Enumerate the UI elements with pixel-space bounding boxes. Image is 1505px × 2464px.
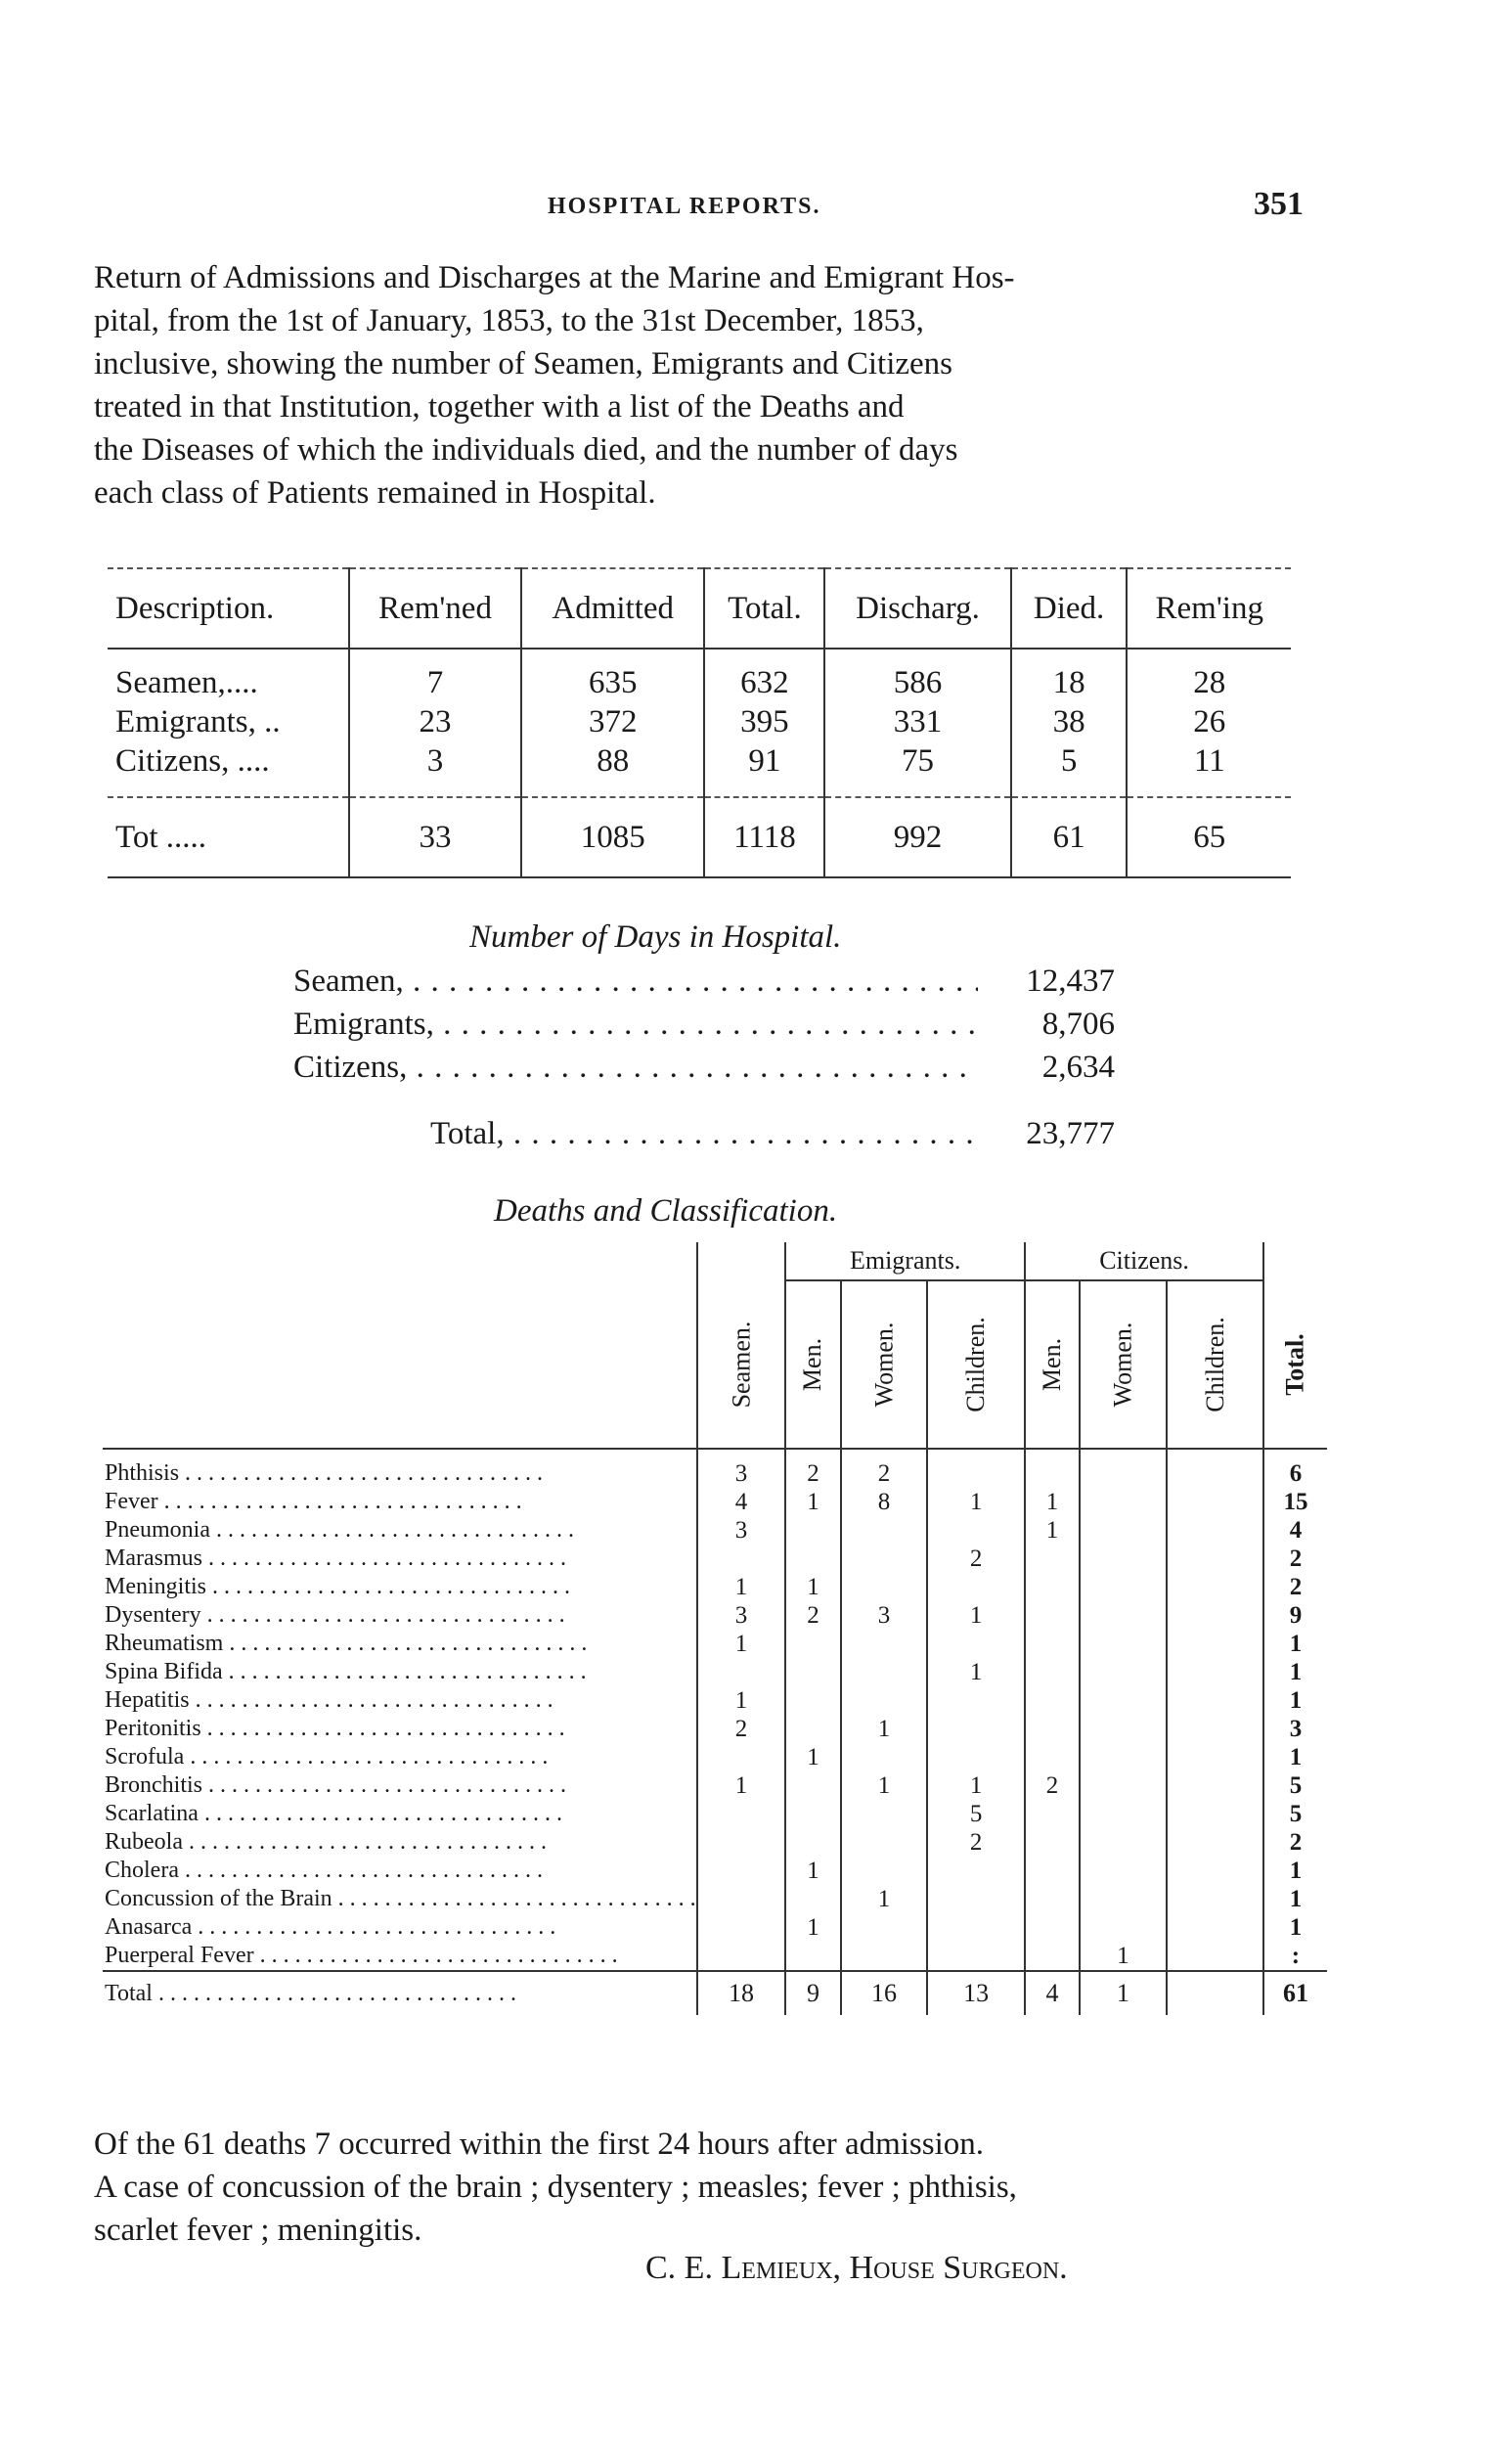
summary-cell: 632	[704, 649, 824, 702]
death-count-cell	[841, 1573, 928, 1601]
deaths-row	[103, 1857, 1327, 1885]
death-count-cell	[1080, 1545, 1167, 1573]
death-count-cell	[697, 1828, 786, 1857]
note-line: Of the 61 deaths 7 occurred within the first 24 hours after admission.	[94, 2127, 985, 2162]
days-total-row	[293, 1116, 1115, 1159]
death-count-cell	[841, 1800, 928, 1828]
deaths-corner	[103, 1242, 697, 1280]
intro-line: inclusive, showing the number of Seamen, Emigrants and Citizens	[94, 346, 952, 381]
column-header	[785, 1280, 840, 1449]
deaths-total-label: Total . . .	[103, 1971, 697, 2015]
summary-cell: 11	[1127, 741, 1291, 797]
death-count-cell	[927, 1913, 1025, 1942]
summary-cell: Emigrants, ..	[115, 703, 281, 739]
deaths-row	[103, 1942, 1327, 1971]
column-header	[1080, 1280, 1167, 1449]
death-count-cell	[1167, 1573, 1264, 1601]
death-count-cell	[697, 1800, 786, 1828]
death-count-cell: 1	[1263, 1857, 1326, 1885]
summary-cell: 88	[521, 741, 704, 797]
death-count-cell	[785, 1545, 840, 1573]
death-count-cell	[697, 1885, 786, 1913]
death-count-cell: 1	[785, 1743, 840, 1771]
death-count-cell	[1167, 1942, 1264, 1971]
death-count-cell	[785, 1942, 840, 1971]
summary-cell: 5	[1011, 741, 1128, 797]
deaths-row	[103, 1885, 1327, 1913]
death-count-cell	[785, 1630, 840, 1658]
days-value: 12,437	[1026, 963, 1115, 999]
death-count-cell	[927, 1857, 1025, 1885]
death-count-cell	[1025, 1743, 1080, 1771]
deaths-row	[103, 1743, 1327, 1771]
death-count-cell	[1025, 1686, 1080, 1715]
death-count-cell	[1167, 1488, 1264, 1516]
deaths-corner	[103, 1280, 697, 1449]
intro-line: Return of Admissions and Discharges at the Marine and Emigrant Hos-	[94, 260, 1015, 295]
column-header-text: Women.	[1108, 1322, 1137, 1408]
group-emigrants: Emigrants.	[785, 1242, 1024, 1280]
death-count-cell	[1080, 1771, 1167, 1800]
cause-of-death: Hepatitis . . .	[103, 1686, 697, 1715]
death-count-cell	[697, 1913, 786, 1942]
death-count-cell	[785, 1771, 840, 1800]
deaths-total-cell: 4	[1025, 1971, 1080, 2015]
death-count-cell	[841, 1658, 928, 1686]
death-count-cell: 3	[697, 1516, 786, 1545]
deaths-row	[103, 1601, 1327, 1630]
summary-cell: 7	[349, 649, 521, 702]
summary-header-cell: Died.	[1011, 568, 1128, 649]
death-count-cell	[697, 1942, 786, 1971]
death-count-cell	[697, 1857, 786, 1885]
death-count-cell: 3	[841, 1601, 928, 1630]
death-count-cell	[1080, 1449, 1167, 1488]
deaths-total-cell: 1	[1080, 1971, 1167, 2015]
deaths-row	[103, 1828, 1327, 1857]
death-count-cell	[1025, 1828, 1080, 1857]
death-count-cell: 1	[1263, 1885, 1326, 1913]
deaths-total-row	[103, 1971, 1327, 2015]
death-count-cell	[1167, 1857, 1264, 1885]
intro-line: treated in that Institution, together with a list of the Deaths and	[94, 389, 905, 425]
column-header-text: Children.	[961, 1317, 991, 1412]
death-count-cell	[1167, 1913, 1264, 1942]
days-label: Citizens, . . .	[293, 1050, 978, 1086]
death-count-cell	[785, 1715, 840, 1743]
death-count-cell: 1	[1263, 1913, 1326, 1942]
death-count-cell: 1	[697, 1771, 786, 1800]
death-count-cell	[841, 1828, 928, 1857]
column-header	[1025, 1280, 1080, 1449]
deaths-row	[103, 1516, 1327, 1545]
death-count-cell	[1080, 1686, 1167, 1715]
deaths-row	[103, 1771, 1327, 1800]
death-count-cell	[927, 1942, 1025, 1971]
running-head: HOSPITAL REPORTS.	[548, 194, 821, 219]
cause-of-death: Puerperal Fever . . .	[103, 1942, 697, 1971]
cause-of-death: Spina Bifida . . .	[103, 1658, 697, 1686]
cause-of-death: Peritonitis . . .	[103, 1715, 697, 1743]
death-count-cell	[927, 1686, 1025, 1715]
death-count-cell: 8	[841, 1488, 928, 1516]
deaths-row	[103, 1913, 1327, 1942]
cause-of-death: Marasmus . . .	[103, 1545, 697, 1573]
summary-cell: 38	[1011, 702, 1128, 741]
death-count-cell: 4	[697, 1488, 786, 1516]
death-count-cell	[1080, 1516, 1167, 1545]
death-count-cell	[927, 1885, 1025, 1913]
death-count-cell	[841, 1630, 928, 1658]
column-header	[1263, 1280, 1326, 1449]
cause-of-death: Bronchitis . . .	[103, 1771, 697, 1800]
summary-header-cell: Description.	[108, 568, 349, 649]
deaths-total-cell: 18	[697, 1971, 786, 2015]
death-count-cell	[1080, 1658, 1167, 1686]
death-count-cell: 1	[697, 1686, 786, 1715]
admissions-summary-table	[108, 567, 1291, 878]
summary-cell: 28	[1127, 649, 1291, 702]
column-header	[841, 1280, 928, 1449]
intro-line: each class of Patients remained in Hospital.	[94, 475, 656, 511]
deaths-row	[103, 1488, 1327, 1516]
death-count-cell	[1025, 1658, 1080, 1686]
days-list	[293, 963, 1115, 1159]
cause-of-death: Dysentery . . .	[103, 1601, 697, 1630]
days-value: 2,634	[1041, 1050, 1115, 1085]
death-count-cell	[1167, 1601, 1264, 1630]
summary-header-cell: Rem'ing	[1127, 568, 1291, 649]
death-count-cell: 3	[697, 1449, 786, 1488]
death-count-cell: 2	[927, 1828, 1025, 1857]
death-count-cell	[1167, 1630, 1264, 1658]
column-header-text: Total.	[1280, 1332, 1309, 1396]
deaths-total-cell: 13	[927, 1971, 1025, 2015]
summary-cell: 61	[1011, 797, 1128, 877]
death-count-cell	[841, 1516, 928, 1545]
death-count-cell: 5	[1263, 1771, 1326, 1800]
death-count-cell	[1080, 1913, 1167, 1942]
summary-cell: 1085	[521, 797, 704, 877]
death-count-cell	[1025, 1857, 1080, 1885]
death-count-cell: 1	[1025, 1516, 1080, 1545]
death-count-cell	[1080, 1573, 1167, 1601]
death-count-cell	[927, 1516, 1025, 1545]
summary-cell: 65	[1127, 797, 1291, 877]
days-row	[293, 963, 1115, 1007]
column-header-text: Seamen.	[727, 1321, 756, 1408]
deaths-row	[103, 1658, 1327, 1686]
cause-of-death: Phthisis . . .	[103, 1449, 697, 1488]
death-count-cell: 1	[927, 1658, 1025, 1686]
days-title: Number of Days in Hospital.	[469, 919, 842, 955]
death-count-cell	[697, 1743, 786, 1771]
cause-of-death: Concussion of the Brain . . .	[103, 1885, 697, 1913]
summary-header-row	[108, 568, 1291, 649]
column-header-text: Men.	[798, 1337, 827, 1392]
deaths-row	[103, 1449, 1327, 1488]
cause-of-death: Anasarca . . .	[103, 1913, 697, 1942]
summary-cell: Seamen,....	[115, 664, 258, 700]
death-count-cell	[841, 1942, 928, 1971]
death-count-cell	[927, 1630, 1025, 1658]
death-count-cell: 1	[1263, 1686, 1326, 1715]
death-count-cell: 1	[1263, 1743, 1326, 1771]
deaths-group-row	[103, 1242, 1327, 1280]
summary-cell: 91	[704, 741, 824, 797]
column-header-text: Children.	[1200, 1317, 1229, 1412]
death-count-cell: 3	[1263, 1715, 1326, 1743]
summary-cell: 395	[704, 702, 824, 741]
death-count-cell: 3	[697, 1601, 786, 1630]
summary-header-cell: Rem'ned	[349, 568, 521, 649]
death-count-cell: 1	[1025, 1488, 1080, 1516]
death-count-cell: 5	[927, 1800, 1025, 1828]
death-count-cell	[1167, 1545, 1264, 1573]
deaths-total-cell: 16	[841, 1971, 928, 2015]
group-citizens: Citizens.	[1025, 1242, 1263, 1280]
page-number: 351	[1254, 186, 1304, 222]
death-count-cell: 1	[1080, 1942, 1167, 1971]
deaths-title: Deaths and Classification.	[494, 1193, 838, 1229]
deaths-group-spacer	[697, 1242, 786, 1280]
summary-cell: 75	[824, 741, 1010, 797]
summary-header-cell: Total.	[704, 568, 824, 649]
summary-row	[108, 649, 1291, 702]
death-count-cell	[1025, 1545, 1080, 1573]
death-count-cell	[697, 1545, 786, 1573]
death-count-cell	[785, 1828, 840, 1857]
deaths-row	[103, 1545, 1327, 1573]
death-count-cell	[785, 1658, 840, 1686]
death-count-cell	[1025, 1885, 1080, 1913]
summary-cell: 26	[1127, 702, 1291, 741]
death-count-cell	[1167, 1771, 1264, 1800]
death-count-cell	[927, 1573, 1025, 1601]
death-count-cell	[841, 1545, 928, 1573]
deaths-row	[103, 1800, 1327, 1828]
death-count-cell	[785, 1800, 840, 1828]
death-count-cell	[1167, 1885, 1264, 1913]
death-count-cell: 2	[785, 1601, 840, 1630]
death-count-cell: 5	[1263, 1800, 1326, 1828]
column-header-text: Men.	[1037, 1337, 1066, 1392]
days-label: Seamen, . . .	[293, 963, 978, 1000]
death-count-cell: 2	[697, 1715, 786, 1743]
death-count-cell	[785, 1516, 840, 1545]
deaths-row	[103, 1630, 1327, 1658]
deaths-classification-table	[103, 1242, 1327, 2015]
intro-paragraph	[94, 256, 1306, 515]
death-count-cell	[1025, 1573, 1080, 1601]
death-count-cell: 1	[785, 1488, 840, 1516]
death-count-cell	[841, 1686, 928, 1715]
summary-cell: 635	[521, 649, 704, 702]
column-header	[1167, 1280, 1264, 1449]
deaths-row	[103, 1715, 1327, 1743]
days-total-value: 23,777	[1026, 1116, 1115, 1151]
death-count-cell: 1	[927, 1488, 1025, 1516]
death-count-cell: 2	[927, 1545, 1025, 1573]
note-line: A case of concussion of the brain ; dysentery ; measles; fever ; phthisis,	[94, 2170, 1017, 2205]
death-count-cell: 15	[1263, 1488, 1326, 1516]
summary-cell: Tot .....	[108, 797, 349, 877]
death-count-cell: 1	[841, 1715, 928, 1743]
cause-of-death: Meningitis . . .	[103, 1573, 697, 1601]
deaths-total-cell: 9	[785, 1971, 840, 2015]
closing-note	[94, 2123, 1316, 2252]
death-count-cell: 2	[1025, 1771, 1080, 1800]
death-count-cell	[841, 1913, 928, 1942]
column-header	[927, 1280, 1025, 1449]
death-count-cell	[1167, 1715, 1264, 1743]
death-count-cell	[1025, 1913, 1080, 1942]
column-header-text: Women.	[868, 1322, 898, 1408]
death-count-cell	[1025, 1800, 1080, 1828]
death-count-cell	[927, 1449, 1025, 1488]
death-count-cell	[1167, 1828, 1264, 1857]
death-count-cell: 9	[1263, 1601, 1326, 1630]
death-count-cell: 2	[841, 1449, 928, 1488]
death-count-cell	[1025, 1630, 1080, 1658]
days-total-label: Total, . . .	[430, 1116, 978, 1152]
intro-line: the Diseases of which the individuals died, and the number of days	[94, 432, 958, 468]
summary-cell: 1118	[704, 797, 824, 877]
death-count-cell	[841, 1743, 928, 1771]
deaths-row	[103, 1686, 1327, 1715]
summary-cell: 586	[824, 649, 1010, 702]
death-count-cell: 1	[697, 1573, 786, 1601]
intro-line: pital, from the 1st of January, 1853, to the 31st December, 1853,	[94, 303, 924, 338]
death-count-cell: 1	[927, 1601, 1025, 1630]
cause-of-death: Scarlatina . . .	[103, 1800, 697, 1828]
days-value: 8,706	[1041, 1007, 1115, 1042]
death-count-cell	[697, 1658, 786, 1686]
death-count-cell	[785, 1686, 840, 1715]
death-count-cell: 1	[697, 1630, 786, 1658]
summary-cell: 331	[824, 702, 1010, 741]
death-count-cell	[1080, 1743, 1167, 1771]
death-count-cell: 1	[1263, 1630, 1326, 1658]
death-count-cell	[1080, 1800, 1167, 1828]
death-count-cell	[927, 1743, 1025, 1771]
death-count-cell: 6	[1263, 1449, 1326, 1488]
death-count-cell	[1167, 1686, 1264, 1715]
death-count-cell	[1025, 1601, 1080, 1630]
summary-cell: 23	[349, 702, 521, 741]
death-count-cell	[1167, 1800, 1264, 1828]
cause-of-death: Rubeola . . .	[103, 1828, 697, 1857]
death-count-cell	[1080, 1630, 1167, 1658]
death-count-cell	[927, 1715, 1025, 1743]
summary-header-cell: Admitted	[521, 568, 704, 649]
death-count-cell	[1080, 1857, 1167, 1885]
death-count-cell	[1080, 1488, 1167, 1516]
deaths-group-spacer	[1263, 1242, 1326, 1280]
days-row	[293, 1050, 1115, 1093]
death-count-cell: 1	[785, 1573, 840, 1601]
death-count-cell: 2	[1263, 1828, 1326, 1857]
column-header	[697, 1280, 786, 1449]
death-count-cell: 1	[927, 1771, 1025, 1800]
cause-of-death: Fever . . .	[103, 1488, 697, 1516]
summary-total-row	[108, 797, 1291, 877]
death-count-cell: :	[1263, 1942, 1326, 1971]
summary-cell: 992	[824, 797, 1010, 877]
death-count-cell	[1025, 1715, 1080, 1743]
death-count-cell	[785, 1885, 840, 1913]
summary-cell: 33	[349, 797, 521, 877]
deaths-row	[103, 1573, 1327, 1601]
cause-of-death: Pneumonia . . .	[103, 1516, 697, 1545]
summary-cell: 18	[1011, 649, 1128, 702]
note-line: scarlet fever ; meningitis.	[94, 2213, 422, 2248]
death-count-cell: 2	[1263, 1545, 1326, 1573]
summary-cell: 3	[349, 741, 521, 797]
cause-of-death: Rheumatism . . .	[103, 1630, 697, 1658]
deaths-total-cell: 61	[1263, 1971, 1326, 2015]
days-row	[293, 1007, 1115, 1050]
death-count-cell: 1	[1263, 1658, 1326, 1686]
summary-header-cell: Discharg.	[824, 568, 1010, 649]
death-count-cell: 1	[785, 1857, 840, 1885]
death-count-cell	[1080, 1715, 1167, 1743]
cause-of-death: Scrofula . . .	[103, 1743, 697, 1771]
death-count-cell: 1	[841, 1885, 928, 1913]
death-count-cell: 4	[1263, 1516, 1326, 1545]
death-count-cell	[1080, 1885, 1167, 1913]
death-count-cell	[1025, 1942, 1080, 1971]
summary-cell: 372	[521, 702, 704, 741]
death-count-cell: 2	[785, 1449, 840, 1488]
death-count-cell: 1	[785, 1913, 840, 1942]
summary-row	[108, 702, 1291, 741]
days-label: Emigrants, . . .	[293, 1007, 978, 1043]
summary-cell: Citizens, ....	[108, 741, 349, 797]
summary-row	[108, 741, 1291, 797]
death-count-cell	[1167, 1449, 1264, 1488]
death-count-cell	[1167, 1516, 1264, 1545]
signature: C. E. Lemieux, House Surgeon.	[645, 2250, 1068, 2286]
death-count-cell	[1167, 1743, 1264, 1771]
cause-of-death: Cholera . . .	[103, 1857, 697, 1885]
death-count-cell: 1	[841, 1771, 928, 1800]
death-count-cell	[841, 1857, 928, 1885]
death-count-cell	[1080, 1601, 1167, 1630]
deaths-total-cell	[1167, 1971, 1264, 2015]
death-count-cell: 2	[1263, 1573, 1326, 1601]
death-count-cell	[1025, 1449, 1080, 1488]
death-count-cell	[1167, 1658, 1264, 1686]
death-count-cell	[1080, 1828, 1167, 1857]
deaths-column-row	[103, 1280, 1327, 1449]
